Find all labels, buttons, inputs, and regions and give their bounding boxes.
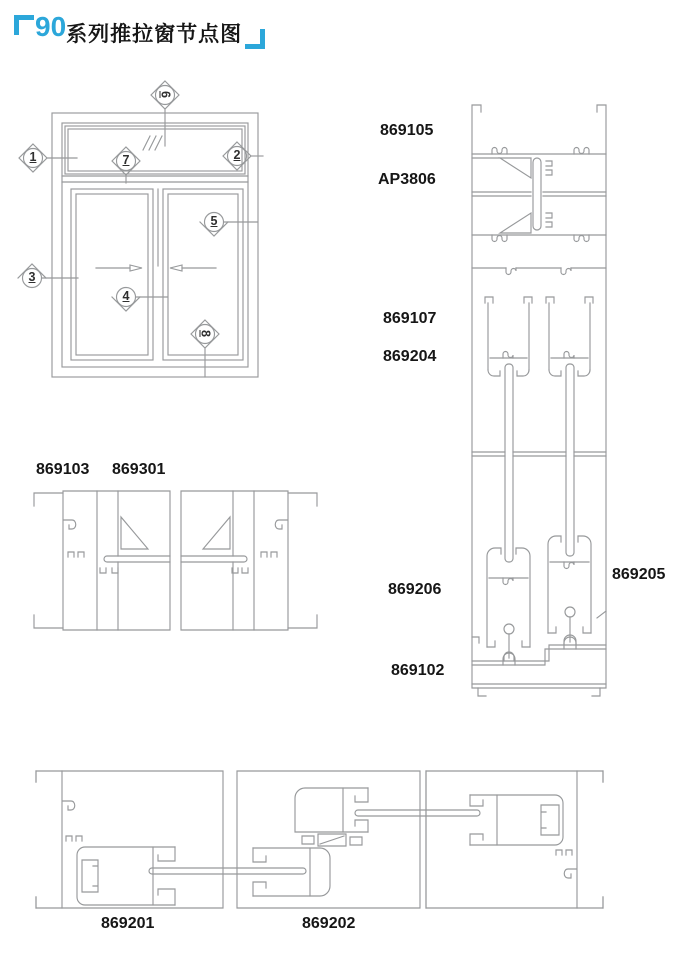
glass-pane [181, 556, 247, 562]
slide-arrow-right-head [170, 265, 182, 271]
glazing-wedge [203, 517, 230, 549]
sill-profile [472, 611, 606, 696]
bottom-box-left [36, 771, 223, 908]
glass-panes-vertical [505, 364, 574, 562]
vertical-section-drawing [472, 105, 606, 696]
part-label-869107: 869107 [383, 310, 437, 327]
callout-7: 7 [122, 153, 130, 167]
glazing-bands [472, 158, 606, 242]
part-label-869201: 869201 [101, 915, 155, 932]
glazing-wedge-upper [500, 158, 531, 178]
elevation-drawing [18, 81, 263, 377]
callout-8: 8 [198, 330, 213, 337]
title-bracket-right-icon [245, 29, 265, 49]
transom-glass [62, 126, 248, 182]
sash-top-channels [485, 297, 593, 376]
part-label-869102: 869102 [391, 662, 445, 679]
interlock-hardware [302, 834, 362, 846]
callout-6: 6 [158, 91, 173, 98]
glass-pane-upper [355, 810, 480, 816]
part-label-869202: 869202 [302, 915, 356, 932]
callout-markers [18, 81, 263, 377]
transom-glass-pane [533, 158, 541, 230]
part-label-ap3806: AP3806 [378, 171, 436, 188]
callout-5: 5 [210, 214, 218, 228]
head-frame [472, 148, 606, 155]
roller-wheel-left [504, 624, 514, 634]
title-series-number: 90 [35, 11, 67, 42]
section-separator [472, 452, 606, 456]
callout-4: 4 [122, 289, 130, 303]
part-label-869204: 869204 [383, 348, 437, 365]
glass-hatch [143, 136, 162, 150]
glazing-wedge [121, 517, 148, 549]
part-label-869206: 869206 [388, 581, 442, 598]
slide-arrow-left-head [130, 265, 142, 271]
horizontal-section-top-drawing [34, 491, 317, 630]
part-label-869301: 869301 [112, 461, 166, 478]
glass-pane-lower [149, 868, 306, 874]
page-title [14, 12, 265, 49]
title-text: 系列推拉窗节点图 [66, 23, 243, 46]
part-label-869105: 869105 [380, 122, 434, 139]
glass-pane [104, 556, 170, 562]
roller-wheel-right [565, 607, 575, 617]
jamb-left [34, 491, 170, 630]
top-track [472, 268, 606, 275]
part-label-869103: 869103 [36, 461, 90, 478]
sash-bottom-channels [487, 536, 591, 665]
jamb-right [181, 491, 317, 630]
bottom-box-right [426, 771, 603, 908]
horizontal-section-bottom-drawing [36, 771, 603, 908]
part-label-869205: 869205 [612, 566, 666, 583]
callout-1: 1 [29, 150, 37, 164]
callout-3: 3 [28, 270, 36, 284]
bottom-box-middle [237, 771, 420, 908]
glazing-wedge-lower [500, 213, 531, 233]
title-bracket-left-icon [14, 15, 34, 35]
callout-2: 2 [233, 148, 241, 162]
